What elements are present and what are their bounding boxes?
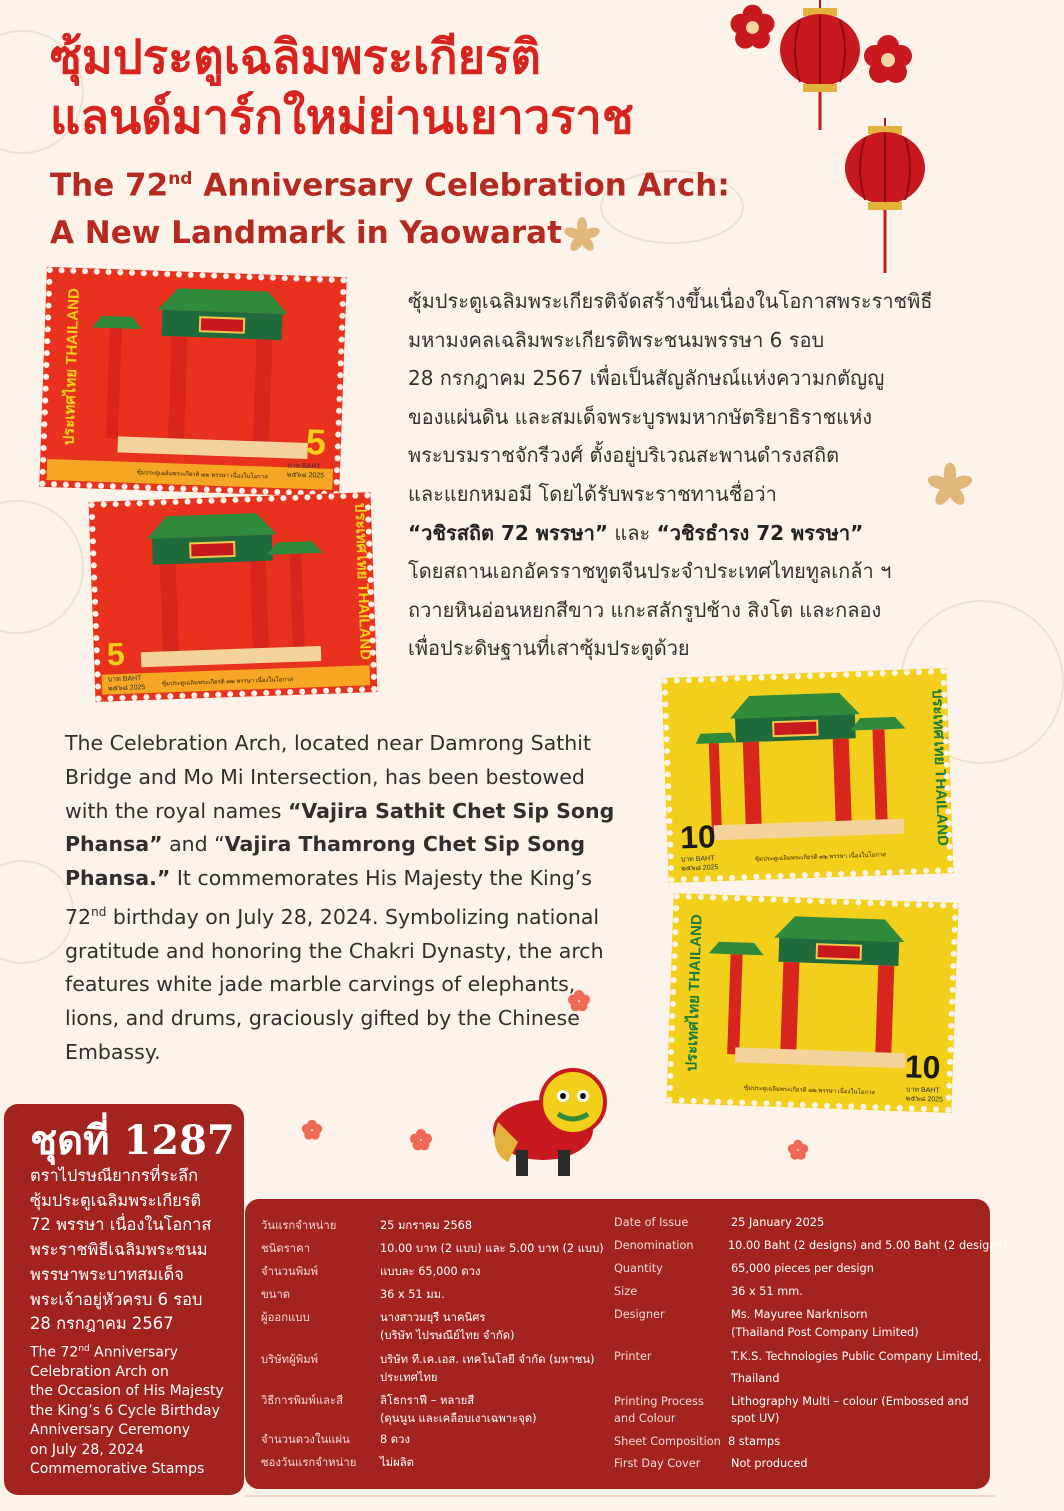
stamp-country-label [348,502,377,660]
set-title-english-superscript: nd [78,1344,90,1354]
stamp-details-panel [245,1199,1007,1489]
stamp-artwork [669,675,952,875]
stamp-caption: ซุ้มประตูเฉลิมพระเกียรติ ๗๒ พรรษา เนื่องในโอกาส [136,470,268,481]
thai-description-line: ถวายหินอ่อนหยกสีขาว แกะสลักรูปช้าง สิงโต และกลอง [408,597,882,622]
thai-description-line: และแยกหมอมี โดยได้รับพระราชทานชื่อว่า [408,481,777,506]
english-text: and “ [162,832,225,857]
title-english-part: The 72 [50,167,169,204]
title-thai [50,28,634,148]
set-number: 1287 [123,1117,235,1164]
stamp-caption: ซุ้มประตูเฉลิมพระเกียรติ ๗๒ พรรษา เนื่องในโอกาส [754,852,887,863]
english-text: The Celebration Arch, located near Damrong Sathit Bridge and Mo Mi Intersection, has been bestowed with the royal names [65,731,592,823]
set-title-english-line: Commemorative Stamps [30,1461,205,1478]
thai-description-line: ซุ้มประตูเฉลิมพระเกียรติจัดสร้างขึ้นเนื่องในโอกาสพระราชพิธี [408,289,933,313]
stamp-10-baht-b [666,893,958,1113]
stamp-caption: ซุ้มประตูเฉลิมพระเกียรติ ๗๒ พรรษา เนื่องในโอกาส [161,676,294,688]
detail-value-th: (บริษัท ไปรษณีย์ไทย จำกัด) [380,1329,515,1342]
detail-value-th: 36 x 51 มม. [380,1288,445,1301]
detail-value-en: 36 x 51 mm. [731,1285,803,1298]
detail-label-en: Sheet Composition [614,1435,721,1448]
detail-value-en: Ms. Mayuree Narknisorn [731,1308,868,1321]
detail-value-th: 8 ดวง [380,1433,410,1446]
stamp-5-baht-b [89,492,378,702]
flower-icon [858,30,918,90]
stamp-year: ๒๕๖๘ 2025 [286,471,325,480]
royal-name-conjunction: และ [607,520,657,545]
flower-icon [725,0,780,55]
stamp-year: ๒๕๖๘ 2025 [905,1095,944,1104]
thai-description-line: โดยสถานเอกอัครราชทูตจีนประจำประเทศไทยทูลเกล้า ฯ [408,559,892,584]
stamp-baht-label: บาท BAHT [107,675,142,684]
detail-label-th: จำนวนพิมพ์ [261,1265,319,1278]
detail-value-en: spot UV) [731,1412,780,1425]
detail-value-th: 25 มกราคม 2568 [380,1219,473,1232]
country-thai: ประเทศไทย [351,502,372,580]
set-info-panel [4,1104,244,1495]
detail-value-en: (Thailand Post Company Limited) [731,1326,919,1339]
set-title-english-line [30,1340,235,1363]
set-title-thai-line: 72 พรรษา เนื่องในโอกาส [30,1215,212,1235]
stamp-denomination: 5 [305,420,327,463]
country-thai: ประเทศไทย [60,368,80,446]
detail-label-th: บริษัทผู้พิมพ์ [261,1353,319,1366]
set-title-english [30,1340,235,1480]
title-english-line-2: A New Landmark in Yaowarat [50,215,562,252]
set-title-thai-line: ซุ้มประตูเฉลิมพระเกียรติ [30,1190,202,1210]
detail-label-th: ผู้ออกแบบ [261,1311,310,1324]
set-number-heading [30,1108,235,1172]
flower-icon [300,1118,324,1142]
lantern-icon [840,118,930,278]
detail-label-en: Printer [614,1350,652,1363]
stamp-baht-label: บาท BAHT [905,1086,940,1095]
arch-illustration [96,499,370,694]
english-superscript: nd [91,904,107,919]
flower-icon [408,1127,434,1153]
stamp-artwork [46,274,339,490]
set-title-thai-line: พรรษาพระบาทสมเด็จ [30,1264,184,1284]
detail-value-th: บริษัท ที.เค.เอส. เทคโนโลยี จำกัด (มหาชน) [380,1353,595,1366]
detail-value-th: ประเทศไทย [380,1371,438,1384]
stamp-caption: ซุ้มประตูเฉลิมพระเกียรติ ๗๒ พรรษา เนื่องในโอกาส [743,1085,876,1097]
detail-value-th: ไม่ผลิต [380,1456,415,1469]
english-description [65,727,625,1070]
detail-value-en: Not produced [731,1457,808,1470]
detail-value-en: 10.00 Baht (2 designs) and 5.00 Baht (2 designs) [728,1239,1007,1252]
set-title-english-line: Anniversary Ceremony [30,1422,191,1439]
stamp-5-baht-a [39,267,346,497]
country-thai: ประเทศไทย [928,688,949,766]
detail-label-en: Denomination [614,1239,694,1252]
cloud-swirl-decoration [0,860,74,964]
lion-dance-icon [488,1062,618,1182]
stamp-year: ๒๕๖๘ 2025 [681,864,719,873]
set-title-english-line: Celebration Arch on [30,1364,169,1381]
detail-label-th: วิธีการพิมพ์และสี [261,1394,343,1407]
detail-label-en: First Day Cover [614,1457,701,1470]
detail-value-th: (ดุนนูน และเคลือบเงาเฉพาะจุด) [380,1412,537,1425]
detail-label-en: Date of Issue [614,1216,689,1229]
english-text: birthday on July 28, 2024. Symbolizing national gratitude and honoring the Chakri Dynasty, the arch features white jade marble carvings of elephants, lions, and drums, graciously gifted by the Chinese Embassy. [65,904,604,1064]
set-title-thai [30,1164,235,1337]
english-paragraph [65,727,625,1070]
stamp-10-baht-a [662,668,954,883]
detail-value-th: แบบละ 65,000 ดวง [380,1265,481,1278]
set-title-english-part: Anniversary [89,1344,178,1361]
detail-label-th: จำนวนดวงในแผ่น [261,1433,350,1446]
flower-icon [786,1138,810,1162]
title-thai-line-1: ซุ้มประตูเฉลิมพระเกียรติ [50,30,541,85]
detail-value-th: ลิโธกราฟี – หลายสี [380,1394,475,1407]
detail-value-en: 8 stamps [728,1435,781,1448]
thai-description-line: 28 กรกฎาคม 2567 เพื่อเป็นสัญลักษณ์แห่งความกตัญญู [408,366,885,391]
country-english: THAILAND [354,583,374,661]
set-title-thai-line: ตราไปรษณียากรที่ระลึก [30,1166,199,1185]
detail-label-en: Designer [614,1308,665,1321]
stamp-denomination: 10 [904,1048,942,1086]
detail-label-th: วันแรกจำหน่าย [261,1219,337,1232]
detail-label-th: ชนิดราคา [261,1242,311,1255]
title-english-part: Anniversary Celebration Arch: [192,167,730,204]
stamp-artwork [674,900,952,1105]
detail-value-th: 10.00 บาท (2 แบบ) และ 5.00 บาท (2 แบบ) [380,1242,604,1255]
set-title-thai-line: พระเจ้าอยู่หัวครบ 6 รอบ [30,1289,203,1309]
royal-name-2: “วชิรธำรง 72 พรรษา” [656,520,864,545]
detail-value-th: นางสาวมยุรี นาคนิศร [380,1311,486,1324]
country-english: THAILAND [685,914,706,992]
detail-label-th: ขนาด [261,1288,291,1301]
detail-label-en: Size [614,1285,638,1298]
detail-value-en: T.K.S. Technologies Public Company Limited, [731,1350,982,1363]
stamp-artwork [96,499,374,694]
detail-label-th: ซองวันแรกจำหน่าย [261,1456,357,1469]
thai-description-line: พระบรมราชจักรีวงศ์ ตั้งอยู่บริเวณสะพานดำรงสถิต [408,443,840,468]
english-text: It commemorates His Majesty the King’s 72 [65,866,592,929]
cloud-swirl-decoration [0,500,84,634]
detail-value-en: Thailand [731,1372,780,1385]
royal-name-en-1: “Vajira Sathit Chet Sip Song Phansa” [65,798,615,857]
bottom-divider [245,1495,995,1497]
arch-illustration [46,274,339,490]
detail-value-en: 25 January 2025 [731,1216,825,1229]
set-label: ชุดที่ [30,1117,110,1164]
thai-description-line: มหามงคลเฉลิมพระเกียรติพระชนมพรรษา 6 รอบ [408,327,825,352]
set-title-english-line: on July 28, 2024 [30,1441,144,1458]
detail-value-en: 65,000 pieces per design [731,1262,874,1275]
thai-description-line: ของแผ่นดิน และสมเด็จพระบูรพมหากษัตริยาธิราชแห่ง [408,404,873,429]
stamp-baht-label: บาท BAHT [680,855,715,864]
set-title-thai-line: พระราชพิธีเฉลิมพระชนม [30,1240,208,1260]
detail-label-en: Printing Process [614,1395,704,1408]
set-title-thai-line: 28 กรกฎาคม 2567 [30,1314,174,1334]
royal-name-en-2: Vajira Thamrong Chet Sip Song Phansa.” [65,832,586,891]
country-thai: ประเทศไทย [683,994,703,1072]
country-english: THAILAND [63,287,83,366]
stamp-denomination: 5 [106,635,126,673]
detail-label-en: Quantity [614,1262,663,1275]
detail-label-en: and Colour [614,1412,676,1425]
thai-description [408,282,968,668]
stamp-denomination: 10 [679,818,717,856]
set-title-english-line: the King’s 6 Cycle Birthday [30,1402,220,1419]
set-title-english-part: The 72 [30,1344,79,1361]
stamp-year: ๒๕๖๘ 2025 [108,684,146,693]
thai-royal-names [408,514,968,553]
thai-description-line: เพื่อประดิษฐานที่เสาซุ้มประตูด้วย [408,636,690,661]
title-english [50,155,730,257]
set-title-english-line: the Occasion of His Majesty [30,1383,224,1400]
detail-value-en: Lithography Multi – colour (Embossed and [731,1395,969,1408]
title-thai-line-2: แลนด์มาร์กใหม่ย่านเยาวราช [50,90,634,145]
title-english-superscript: nd [168,169,193,189]
country-english: THAILAND [931,769,952,847]
stamp-baht-label: บาท BAHT [287,462,321,471]
royal-name-1: “วชิรสถิต 72 พรรษา” [408,520,608,545]
